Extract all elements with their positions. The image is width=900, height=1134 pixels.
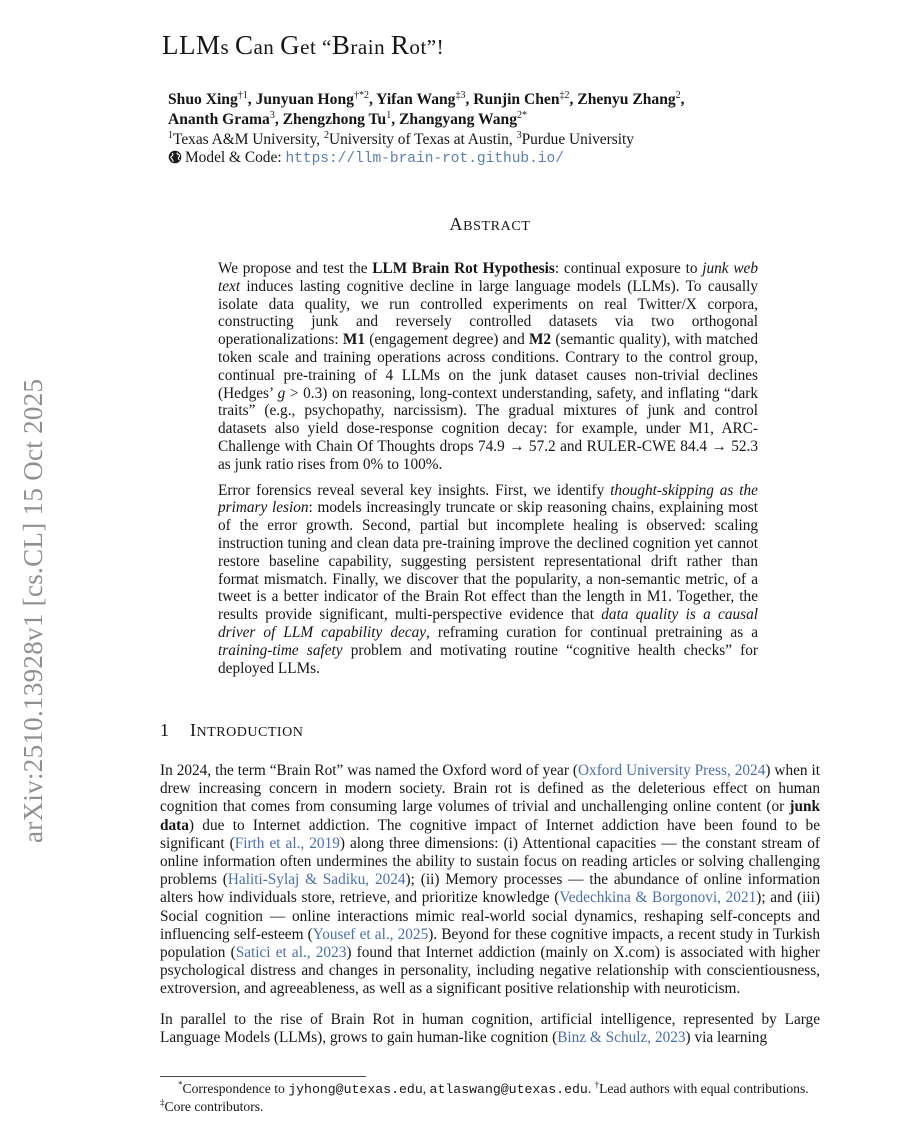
section-heading-introduction: 1 INTRODUCTION	[160, 720, 304, 740]
introduction-body	[160, 762, 820, 1059]
author-affil-mark: †1	[237, 89, 248, 101]
abstract-paragraph: We propose and test the LLM Brain Rot Hypothesis: continual exposure to junk web text induces lasting cognitive decline in large language models (LLMs). To causally isolate data quality, we run controlled experiments on real Twitter/X corpora, constructing junk and reversely controlled datasets via two orthogonal operationalizations: M1 (engagement degree) and M2 (semantic quality), with matched token scale and training operations across conditions. Contrary to the control group, continual pre-training of 4 LLMs on the junk dataset causes non-trivial declines (Hedges’ g > 0.3) on reasoning, long-context understanding, safety, and inflating “dark traits” (e.g., psychopathy, narcissism). The gradual mixtures of junk and control datasets also yield dose-response cognition decay: for example, under M1, ARC-Challenge with Chain Of Thoughts drops 74.9 → 57.2 and RULER-CWE 84.4 → 52.3 as junk ratio rises from 0% to 100%.	[218, 260, 758, 473]
author-name: Runjin Chen	[473, 91, 560, 108]
citation-link[interactable]: Vedechkina & Borgonovi, 2021	[559, 889, 757, 907]
author-affil-mark: ‡2	[559, 89, 570, 101]
author-name: Zhengzhong Tu	[282, 111, 387, 128]
globe-icon	[168, 150, 182, 164]
footnote-divider	[160, 1076, 366, 1077]
author-list: Shuo Xing$^{\dagger 1}$, Junyuan Hong$^{\dagger*2}$, Yifan Wang$^{\ddagger 3}$, Runjin Chen$^{\ddagger 2}$, Zhenyu Zhang$^2$, Ananth Grama$^3$, Zhengzhong Tu$^1$, Zhangyang Wang$^{2*}$	[168, 89, 685, 128]
author-affil-mark: 2*	[517, 109, 528, 121]
project-url-link[interactable]: https://llm-brain-rot.github.io/	[285, 151, 564, 167]
paper-title: LLMs Can Get “Brain Rot”!	[162, 30, 445, 60]
citation-link[interactable]: Oxford University Press, 2024	[578, 762, 766, 779]
affiliation: University of Texas at Austin	[328, 131, 509, 148]
affiliations: $^1$Texas A&M University, $^2$University of Texas at Austin, $^3$Purdue University	[168, 129, 634, 148]
affiliation: Purdue University	[521, 131, 634, 148]
body-paragraph: In 2024, the term “Brain Rot” was named the Oxford word of year (Oxford University Press, 2024) when it drew increasing concern in modern society. Brain rot is defined as the deleterious effect on human cognition that comes from consuming large volumes of trivial and unchallenging online content (or junk data) due to Internet addiction. The cognitive impact of Internet addiction have been found to be significant (Firth et al., 2019) along three dimensions: (i) Attentional capacities — the constant stream of online information often undermines the ability to sustain focus on reading articles or solving challenging problems (Haliti-Sylaj & Sadiku, 2024); (ii) Memory processes — the abundance of online information alters how individuals store, retrieve, and prioritize knowledge (Vedechkina & Borgonovi, 2021); and (iii) Social cognition — online interactions mimic real-world social dynamics, reshaping self-concepts and influencing self-esteem (Yousef et al., 2025). Beyond for these cognitive impacts, a recent study in Turkish population (Satici et al., 2023) found that Internet addiction (mainly on X.com) is associated with higher psychological distress and changes in personality, including negative relationship with conscientiousness, extroversion, and agreeableness, as well as a significant positive relationship with neuroticism.	[160, 762, 820, 998]
author-affil-mark: †*2	[353, 89, 369, 101]
body-paragraph: In parallel to the rise of Brain Rot in human cognition, artificial intelligence, represented by Large Language Models (LLMs), grows to gain human-like cognition (Binz & Schulz, 2023) via learning	[160, 1010, 820, 1046]
citation-link[interactable]: Satici et al., 2023	[235, 944, 347, 962]
affiliation: Texas A&M University	[173, 131, 317, 148]
author-name: Yifan Wang	[376, 91, 456, 108]
author-affil-mark: 3	[269, 109, 275, 121]
abstract-body	[218, 260, 758, 685]
author-name: Ananth Grama	[168, 111, 270, 128]
citation-link[interactable]: Yousef et al., 2025	[312, 925, 429, 943]
email-address[interactable]: atlaswang@utexas.edu	[429, 1082, 588, 1097]
abstract-paragraph: Error forensics reveal several key insights. First, we identify thought-skipping as the primary lesion: models increasingly truncate or skip reasoning chains, explaining most of the error growth. Second, partial but incomplete healing is observed: scaling instruction tuning and clean data pre-training improve the declined cognition yet cannot restore baseline capability, suggesting persistent representational drift rather than format mismatch. Finally, we discover that the popularity, a non-semantic metric, of a tweet is a better indicator of the Brain Rot effect than the length in M1. Together, the results provide significant, multi-perspective evidence that data quality is a causal driver of LLM capability decay, reframing curation for continual pretraining as a training-time safety problem and motivating routine “cognitive health checks” for deployed LLMs.	[218, 481, 759, 677]
footnote: *Correspondence to jyhong@utexas.edu, atlaswang@utexas.edu. †Lead authors with equal contributions. ‡Core contributors.	[160, 1079, 809, 1114]
email-address[interactable]: jyhong@utexas.edu	[288, 1082, 423, 1097]
abstract-heading: ABSTRACT	[449, 214, 531, 234]
arxiv-identifier: arXiv:2510.13928v1 [cs.CL] 15 Oct 2025	[18, 378, 48, 843]
author-affil-mark: 2	[675, 89, 681, 101]
author-name: Shuo Xing	[168, 91, 238, 108]
author-name: Zhangyang Wang	[399, 111, 518, 128]
citation-link[interactable]: Firth et al., 2019	[234, 834, 340, 852]
model-code-line: Model & Code: https://llm-brain-rot.github.io/	[168, 149, 788, 168]
author-affil-mark: ‡3	[455, 89, 466, 101]
author-name: Junyuan Hong	[255, 91, 354, 108]
author-affil-mark: 1	[386, 109, 392, 121]
citation-link[interactable]: Haliti-Sylaj & Sadiku, 2024	[227, 871, 406, 889]
citation-link[interactable]: Binz & Schulz, 2023	[557, 1028, 686, 1046]
author-name: Zhenyu Zhang	[577, 91, 676, 108]
